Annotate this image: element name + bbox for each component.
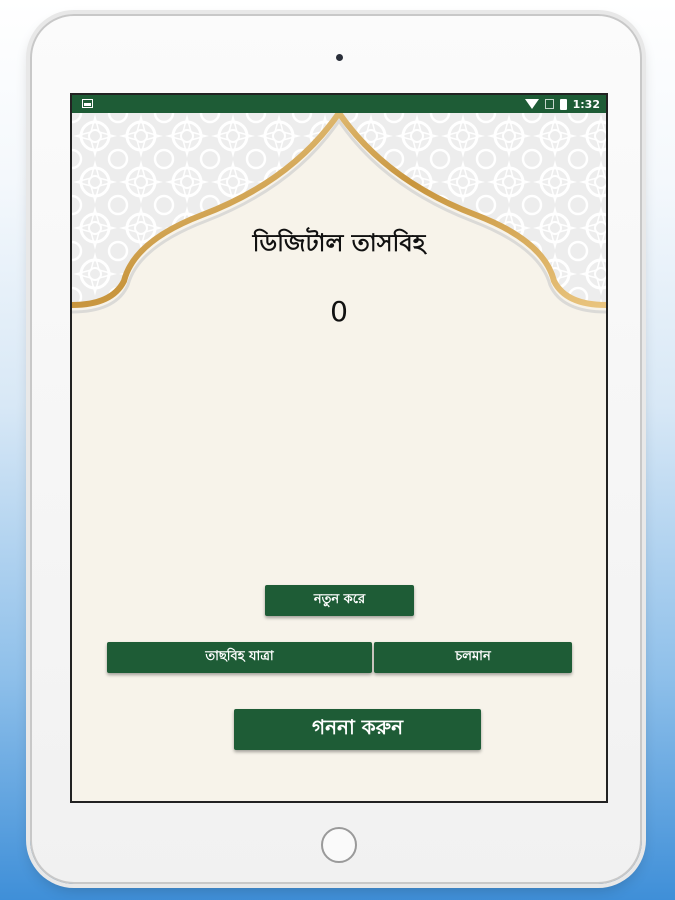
counter-display: 0 (330, 295, 348, 328)
tablet-frame (30, 14, 642, 884)
status-time: 1:32 (572, 97, 600, 111)
app-screen (70, 93, 608, 803)
status-icons (525, 97, 600, 111)
mosque-arch-header (72, 113, 606, 323)
status-bar (72, 95, 606, 113)
no-signal-icon (545, 99, 554, 109)
count-button[interactable]: গননা করুন (234, 709, 481, 750)
tasbih-list-button[interactable]: তাছবিহ যাত্রা (107, 642, 372, 673)
battery-icon (560, 99, 567, 110)
reset-button[interactable]: নতুন করে (265, 585, 414, 616)
image-icon (82, 99, 93, 108)
app-title: ডিজিটাল তাসবিহ (252, 229, 426, 257)
home-button[interactable] (321, 827, 357, 863)
camera-dot (336, 54, 343, 61)
wifi-icon (525, 99, 539, 109)
running-button[interactable]: চলমান (374, 642, 572, 673)
